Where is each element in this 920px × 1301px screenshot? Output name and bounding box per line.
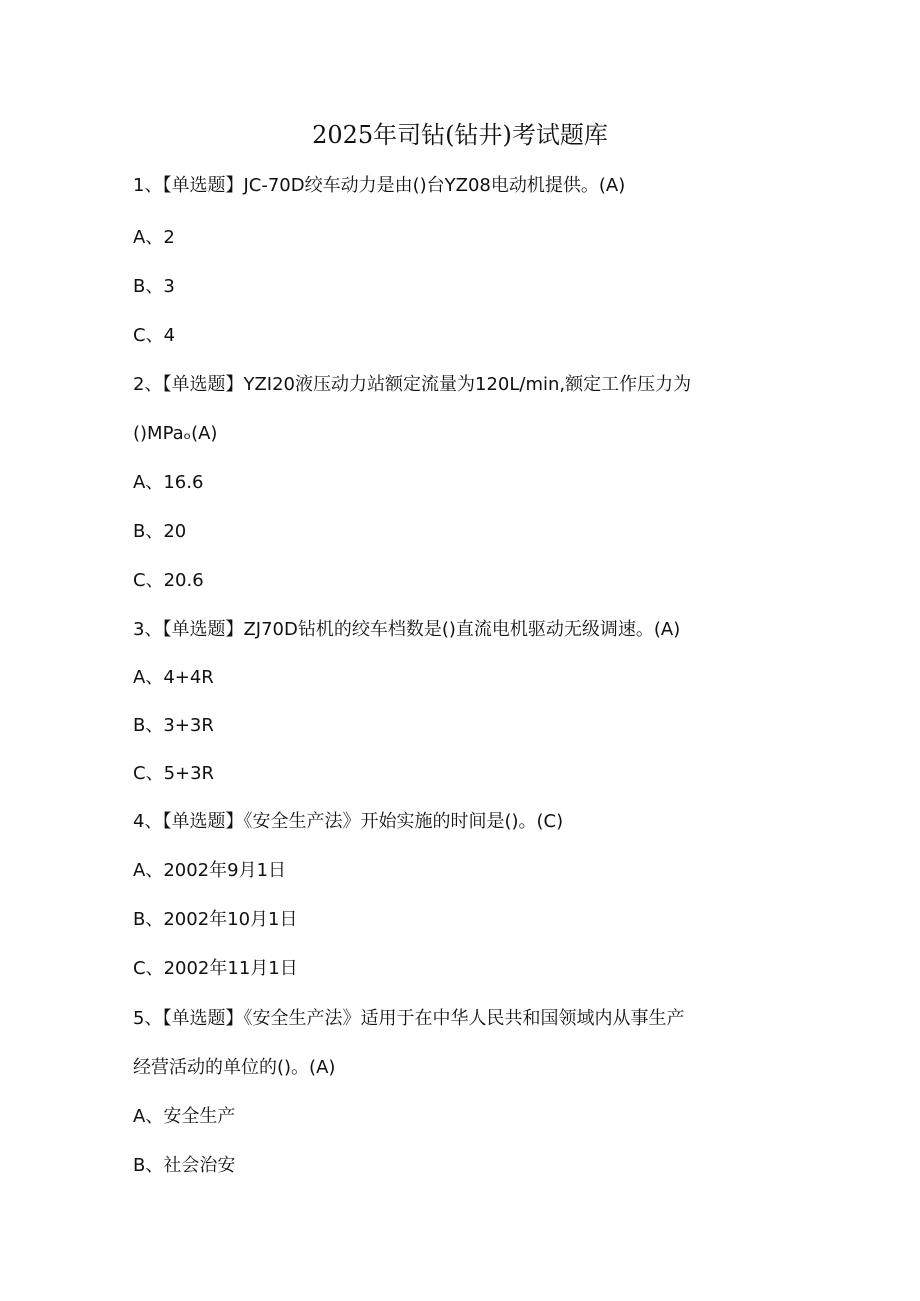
question-5-option-a: A、安全生产 bbox=[133, 1106, 236, 1127]
question-3-option-b: B、3+3R bbox=[133, 715, 214, 736]
question-4-option-a: A、2002年9月1日 bbox=[133, 860, 287, 881]
document-title: 2025年司钻(钻井)考试题库 bbox=[312, 121, 608, 149]
question-3-option-c: C、5+3R bbox=[133, 763, 215, 784]
question-2-option-b: B、20 bbox=[133, 521, 187, 542]
question-1-option-b: B、3 bbox=[133, 276, 175, 297]
question-3-option-a: A、4+4R bbox=[133, 667, 214, 688]
question-4-stem: 4、【单选题】《安全生产法》开始实施的时间是()。(C) bbox=[133, 811, 564, 832]
question-2-option-c: C、20.6 bbox=[133, 570, 204, 591]
question-5-option-b: B、社会治安 bbox=[133, 1155, 236, 1176]
question-4-option-b: B、2002年10月1日 bbox=[133, 909, 298, 930]
question-2-stem: 2、【单选题】YZI20液压动力站额定流量为120L/min,额定工作压力为 bbox=[133, 374, 692, 395]
question-2-option-a: A、16.6 bbox=[133, 472, 204, 493]
question-5-stem: 5、【单选题】《安全生产法》适用于在中华人民共和国领域内从事生产 bbox=[133, 1008, 685, 1029]
question-1-stem: 1、【单选题】JC-70D绞车动力是由()台YZ08电动机提供。(A) bbox=[133, 175, 626, 196]
question-1-option-a: A、2 bbox=[133, 227, 175, 248]
question-3-stem: 3、【单选题】ZJ70D钻机的绞车档数是()直流电机驱动无级调速。(A) bbox=[133, 619, 681, 640]
question-2-stem-continued: ()MPaₒ(A) bbox=[133, 423, 218, 444]
question-4-option-c: C、2002年11月1日 bbox=[133, 958, 298, 979]
question-1-option-c: C、4 bbox=[133, 325, 176, 346]
question-5-stem-continued: 经营活动的单位的()。(A) bbox=[133, 1057, 336, 1078]
